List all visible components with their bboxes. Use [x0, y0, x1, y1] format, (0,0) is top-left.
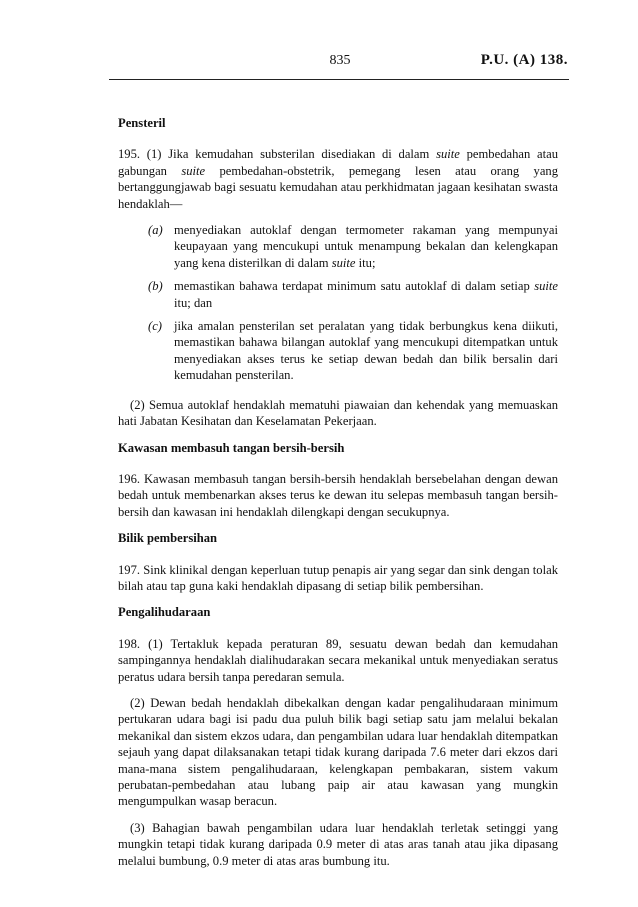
item-text: menyediakan autoklaf dengan termometer rakaman yang mempunyai keupayaan yang mencukupi untuk menampung bekalan dan kelengkapan yang kena disterilkan di dalam suite itu;: [174, 223, 558, 270]
section-heading-196: Kawasan membasuh tangan bersih-bersih: [118, 440, 345, 455]
list-item-c: [148, 318, 558, 384]
regulation-198-2: (2) Dewan bedah hendaklah dibekalkan dengan kadar pengalihudaraan minimum pertukaran udara bagi isi padu dua puluh bilik bagi setiap satu jam melalui bekalan mekanikal dan sistem ekzos udara, dan pengambilan udara luar hendaklah ditempatkan sejauh yang dapat dilaksanakan tetapi tidak kurang daripada 7.6 meter dari ekzos dari mana-mana sistem pengalihudaraan, kelengkapan pembakaran, sistem vakum perubatan-pembedahan atau lubang paip air atau kawasan yang mungkin mengumpulkan wasap beracun.: [118, 695, 558, 809]
item-label: (b): [148, 279, 163, 294]
page-number: 835: [329, 53, 351, 68]
item-text: memastikan bahawa terdapat minimum satu autoklaf di dalam setiap suite itu; dan: [174, 279, 558, 310]
section-heading-197: Bilik pembersihan: [118, 531, 218, 546]
regulation-198-1: 198. (1) Tertakluk kepada peraturan 89, sesuatu dewan bedah dan kemudahan sampingannya hendaklah dialihudarakan secara mekanikal untuk menyediakan seratus peratus udara bersih tanpa peredaran semula.: [118, 636, 558, 684]
list-item-a: [148, 222, 558, 271]
header-rule: [109, 79, 569, 80]
regulation-196: 196. Kawasan membasuh tangan bersih-bersih hendaklah bersebelahan dengan dewan bedah untuk membenarkan akses terus ke dewan itu selepas membasuh tangan bersih-bersih dan kawasan ini hendaklah dilengkapi dengan secukupnya.: [118, 471, 558, 519]
section-heading-195: Pensteril: [118, 116, 166, 130]
item-label: (c): [148, 319, 162, 334]
item-text: jika amalan pensterilan set peralatan yang tidak berbungkus kena diikuti, memastikan bahawa bilangan autoklaf yang mencukupi ditempatkan untuk menyediakan akses terus ke setiap dewan bedah dan bilik bersalin dari kemudahan pensterilan.: [174, 319, 558, 383]
list-item-b: [148, 278, 558, 311]
section-heading-198: Pengalihudaraan: [118, 605, 211, 620]
document-reference: P.U. (A) 138.: [480, 52, 568, 68]
regulation-198-3: (3) Bahagian bawah pengambilan udara luar hendaklah terletak setinggi yang mungkin tetapi tidak kurang daripada 0.9 meter di atas aras tanah atau jika dipasang melalui bumbung, 0.9 meter di atas aras bumbung itu.: [118, 820, 558, 868]
document-body: [118, 115, 558, 879]
regulation-195-1: 195. (1) Jika kemudahan substerilan disediakan di dalam suite pembedahan atau gabungan suite pembedahan-obstetrik, pemegang lesen atau orang yang bertanggungjawab bagi sesuatu kemudahan atau perkhidmatan jagaan kesihatan swasta hendaklah—: [118, 147, 559, 211]
regulation-197: 197. Sink klinikal dengan keperluan tutup penapis air yang segar dan sink dengan tolak bilah atau tap guna kaki hendaklah dipasang di setiap bilik pembersihan.: [118, 562, 558, 593]
item-label: (a): [148, 223, 163, 238]
regulation-195-2: (2) Semua autoklaf hendaklah mematuhi piawaian dan kehendak yang memuaskan hati Jabatan Kesihatan dan Keselamatan Pekerjaan.: [118, 397, 558, 429]
